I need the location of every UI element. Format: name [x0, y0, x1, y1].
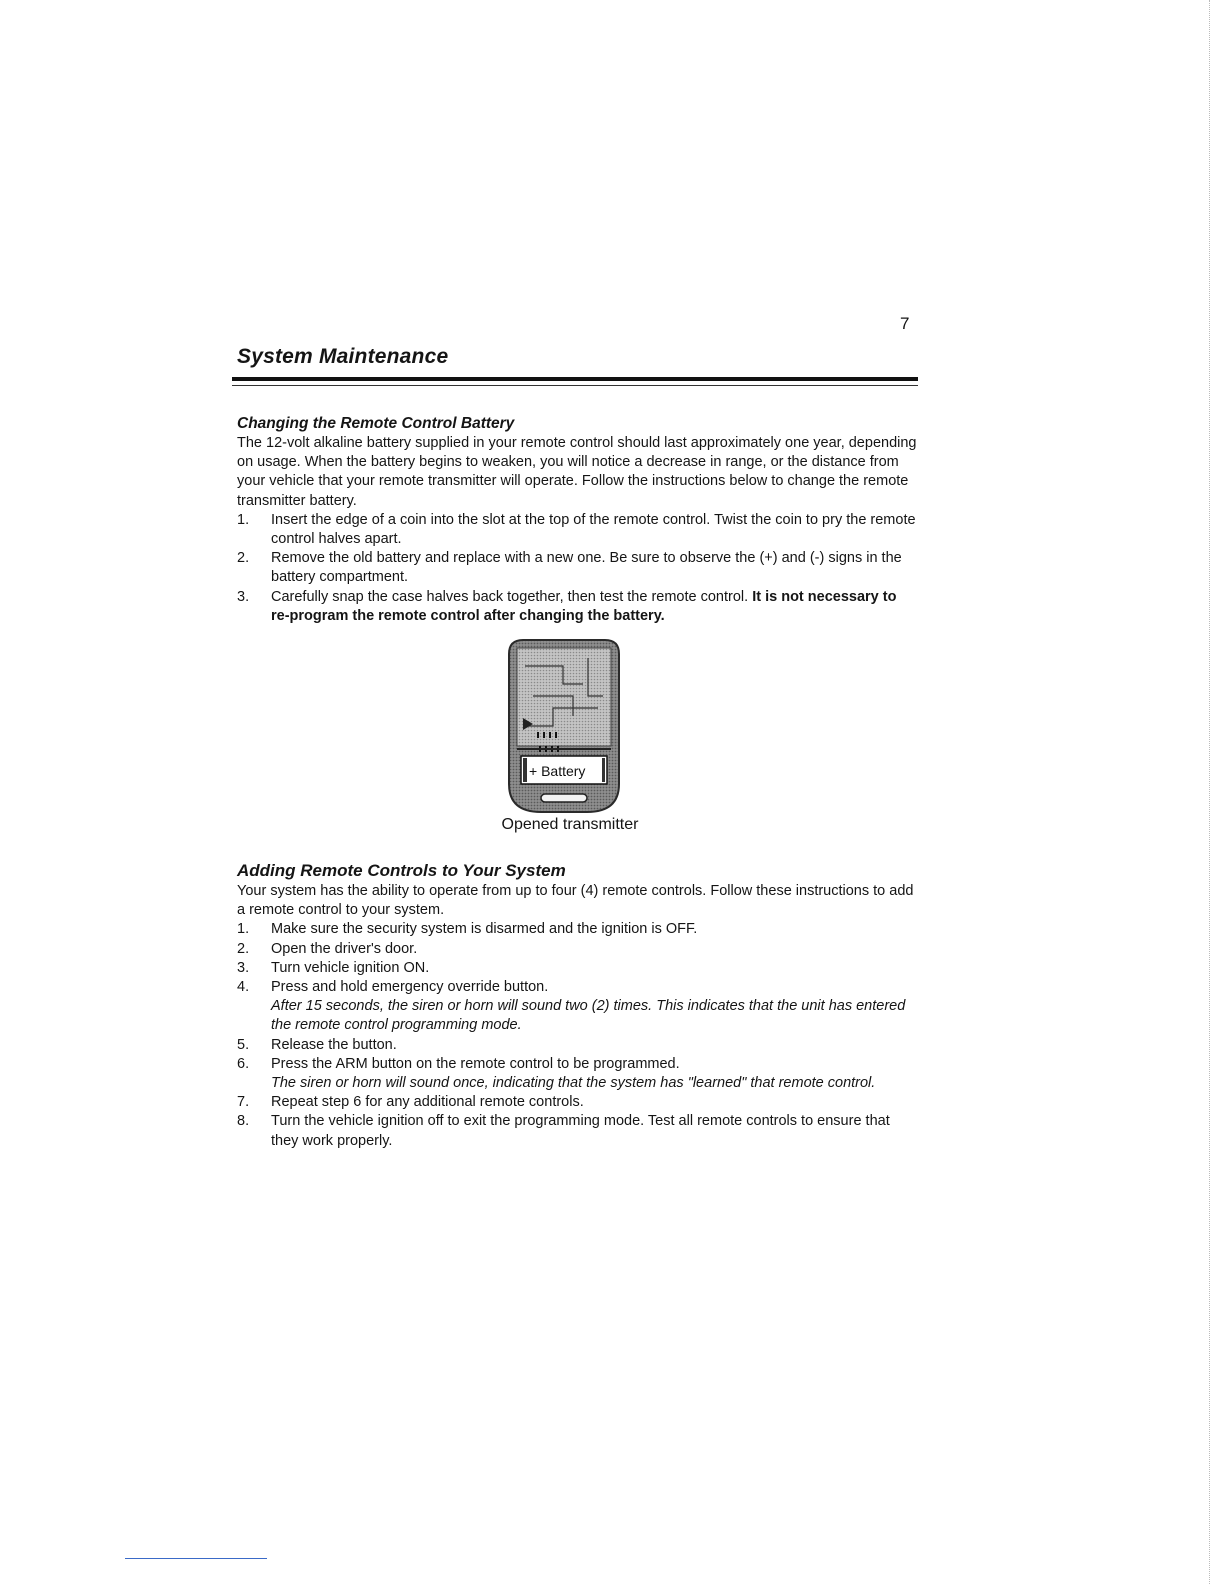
battery-step: [237, 549, 917, 587]
step-text: Insert the edge of a coin into the slot at the top of the remote control. Twist the coin to pry the remote control halves apart.: [271, 511, 916, 548]
header-rule-thin: [232, 385, 918, 386]
step-number: 8.: [237, 1113, 250, 1130]
step-number: 1.: [237, 921, 250, 938]
step-text: Press the ARM button on the remote control to be programmed.: [271, 1055, 680, 1072]
adding-step: [237, 1036, 917, 1055]
adding-step: [237, 1112, 917, 1150]
adding-step: [237, 1055, 917, 1093]
step-number: 3.: [237, 588, 250, 605]
circuit-board: [517, 648, 611, 746]
step-text: Remove the old battery and replace with a new one. Be sure to observe the (+) and (-) signs in the battery compartment.: [271, 550, 902, 586]
step-number: 7.: [237, 1094, 250, 1111]
figure-caption: Opened transmitter: [501, 816, 639, 833]
transmitter-button-slot: [541, 794, 587, 802]
battery-section: [237, 414, 917, 626]
step-text: Press and hold emergency override button.: [271, 979, 549, 996]
step-number: 4.: [237, 979, 250, 996]
battery-label: + Battery: [529, 763, 586, 779]
step-number: 5.: [237, 1036, 250, 1053]
adding-heading: Adding Remote Controls to Your System: [237, 861, 566, 880]
step-text: Turn vehicle ignition ON.: [271, 959, 430, 976]
step-number: 6.: [237, 1055, 250, 1072]
step-number: 2.: [237, 940, 250, 957]
adding-intro: Your system has the ability to operate from up to four (4) remote controls. Follow these instructions to add a remote control to your system.: [237, 883, 914, 919]
step-number: 2.: [237, 550, 250, 567]
scan-edge: [1209, 0, 1211, 1584]
step-text: Repeat step 6 for any additional remote controls.: [271, 1094, 584, 1111]
adding-step: [237, 940, 917, 959]
step-note: After 15 seconds, the siren or horn will sound two (2) times. This indicates that the unit has entered the remote control programming mode.: [271, 998, 906, 1034]
section-title: System Maintenance: [237, 345, 449, 368]
step-text: Make sure the security system is disarmed and the ignition is OFF.: [271, 921, 698, 938]
header-rule-thick: [232, 377, 918, 381]
footer-line: [125, 1558, 267, 1559]
adding-step: [237, 959, 917, 978]
battery-step: [237, 511, 917, 549]
page-number: 7: [900, 314, 910, 333]
step-text: Open the driver's door.: [271, 940, 418, 957]
step-number: 1.: [237, 511, 250, 528]
battery-step: [237, 588, 917, 626]
step-text: Carefully snap the case halves back together, then test the remote control.: [271, 588, 749, 605]
adding-steps: [237, 920, 917, 1150]
step-text: Release the button.: [271, 1036, 397, 1053]
battery-steps: [237, 511, 917, 626]
adding-step: [237, 978, 917, 1036]
battery-heading: Changing the Remote Control Battery: [237, 415, 515, 432]
step-note: The siren or horn will sound once, indicating that the system has "learned" that remote control.: [271, 1075, 876, 1092]
step-text: Turn the vehicle ignition off to exit the programming mode. Test all remote controls to ensure that they work properly.: [271, 1113, 890, 1149]
adding-step: [237, 920, 917, 939]
step-bold-text: It is not necessary to re-program the remote control after changing the battery.: [271, 588, 897, 624]
battery-intro: The 12-volt alkaline battery supplied in your remote control should last approximately one year, depending on usage. When the battery begins to weaken, you will notice a decrease in range, or the distance from your vehicle that your remote transmitter will operate. Follow the instructions below to change the remote transmitter battery.: [237, 435, 917, 509]
adding-section: [237, 860, 917, 1151]
step-number: 3.: [237, 959, 250, 976]
opened-transmitter-illustration: [503, 636, 625, 816]
adding-step: [237, 1093, 917, 1112]
